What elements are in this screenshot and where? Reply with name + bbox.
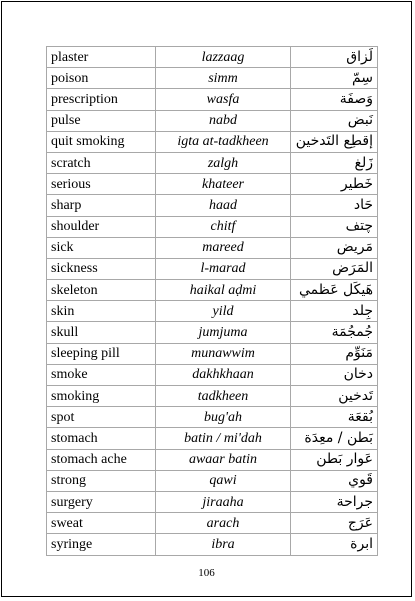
arabic-term: المَرَض bbox=[291, 258, 378, 279]
table-row bbox=[47, 364, 378, 385]
english-term: sickness bbox=[47, 258, 156, 279]
arabic-term: مَريض bbox=[291, 237, 378, 258]
arabic-term: وَصفَة bbox=[291, 89, 378, 110]
arabic-term: هَيكَل عَظمي bbox=[291, 280, 378, 301]
transliteration: awaar batin bbox=[156, 449, 291, 470]
arabic-term: بَطن / معِدَة bbox=[291, 428, 378, 449]
english-term: skull bbox=[47, 322, 156, 343]
transliteration: l-marad bbox=[156, 258, 291, 279]
english-term: sick bbox=[47, 237, 156, 258]
vocabulary-table bbox=[46, 46, 378, 556]
english-term: smoking bbox=[47, 386, 156, 407]
english-term: stomach ache bbox=[47, 449, 156, 470]
english-term: surgery bbox=[47, 491, 156, 512]
english-term: shoulder bbox=[47, 216, 156, 237]
table-row bbox=[47, 491, 378, 512]
transliteration: chitf bbox=[156, 216, 291, 237]
english-term: serious bbox=[47, 174, 156, 195]
table-row bbox=[47, 131, 378, 152]
english-term: stomach bbox=[47, 428, 156, 449]
transliteration: wasfa bbox=[156, 89, 291, 110]
table-row bbox=[47, 449, 378, 470]
table-row bbox=[47, 195, 378, 216]
table-row bbox=[47, 470, 378, 491]
table-row bbox=[47, 110, 378, 131]
transliteration: haikal aḍmi bbox=[156, 280, 291, 301]
english-term: pulse bbox=[47, 110, 156, 131]
arabic-term: چتف bbox=[291, 216, 378, 237]
arabic-term: إقطِع التَدخين bbox=[291, 131, 378, 152]
transliteration: jumjuma bbox=[156, 322, 291, 343]
arabic-term: حَاد bbox=[291, 195, 378, 216]
table-row bbox=[47, 174, 378, 195]
arabic-term: دخان bbox=[291, 364, 378, 385]
arabic-term: عَرَج bbox=[291, 513, 378, 534]
english-term: poison bbox=[47, 68, 156, 89]
arabic-term: قَوي bbox=[291, 470, 378, 491]
transliteration: arach bbox=[156, 513, 291, 534]
english-term: spot bbox=[47, 407, 156, 428]
transliteration: nabd bbox=[156, 110, 291, 131]
arabic-term: ابرة bbox=[291, 534, 378, 555]
table-row bbox=[47, 258, 378, 279]
english-term: plaster bbox=[47, 47, 156, 68]
table-row bbox=[47, 343, 378, 364]
arabic-term: نَبض bbox=[291, 110, 378, 131]
table-row bbox=[47, 152, 378, 173]
transliteration: khateer bbox=[156, 174, 291, 195]
arabic-term: جُمجُمَة bbox=[291, 322, 378, 343]
table-row bbox=[47, 68, 378, 89]
english-term: skin bbox=[47, 301, 156, 322]
arabic-term: تَدخين bbox=[291, 386, 378, 407]
transliteration: lazzaag bbox=[156, 47, 291, 68]
transliteration: igta at-tadkheen bbox=[156, 131, 291, 152]
table-row bbox=[47, 47, 378, 68]
english-term: sharp bbox=[47, 195, 156, 216]
transliteration: bug'ah bbox=[156, 407, 291, 428]
table-row bbox=[47, 534, 378, 555]
arabic-term: سِمّ bbox=[291, 68, 378, 89]
arabic-term: عَوار بَطن bbox=[291, 449, 378, 470]
transliteration: dakhkhaan bbox=[156, 364, 291, 385]
table-row bbox=[47, 407, 378, 428]
english-term: smoke bbox=[47, 364, 156, 385]
table-row bbox=[47, 301, 378, 322]
arabic-term: بُقعَة bbox=[291, 407, 378, 428]
arabic-term: مَنَوِّم bbox=[291, 343, 378, 364]
arabic-term: زَلغ bbox=[291, 152, 378, 173]
document-page bbox=[1, 1, 412, 597]
english-term: scratch bbox=[47, 152, 156, 173]
transliteration: qawi bbox=[156, 470, 291, 491]
transliteration: batin / mi'dah bbox=[156, 428, 291, 449]
table-row bbox=[47, 280, 378, 301]
transliteration: simm bbox=[156, 68, 291, 89]
english-term: sleeping pill bbox=[47, 343, 156, 364]
transliteration: munawwim bbox=[156, 343, 291, 364]
arabic-term: جِلد bbox=[291, 301, 378, 322]
transliteration: tadkheen bbox=[156, 386, 291, 407]
english-term: quit smoking bbox=[47, 131, 156, 152]
table-row bbox=[47, 237, 378, 258]
arabic-term: لَزاق bbox=[291, 47, 378, 68]
arabic-term: جراحة bbox=[291, 491, 378, 512]
table-row bbox=[47, 513, 378, 534]
transliteration: ibra bbox=[156, 534, 291, 555]
english-term: syringe bbox=[47, 534, 156, 555]
english-term: sweat bbox=[47, 513, 156, 534]
english-term: strong bbox=[47, 470, 156, 491]
table-row bbox=[47, 386, 378, 407]
table-row bbox=[47, 428, 378, 449]
transliteration: jiraaha bbox=[156, 491, 291, 512]
transliteration: zalgh bbox=[156, 152, 291, 173]
arabic-term: خَطير bbox=[291, 174, 378, 195]
table-row bbox=[47, 89, 378, 110]
vocabulary-table-body bbox=[47, 47, 378, 556]
transliteration: mareed bbox=[156, 237, 291, 258]
table-row bbox=[47, 216, 378, 237]
transliteration: haad bbox=[156, 195, 291, 216]
table-row bbox=[47, 322, 378, 343]
page-number: 106 bbox=[198, 567, 215, 579]
english-term: skeleton bbox=[47, 280, 156, 301]
transliteration: yild bbox=[156, 301, 291, 322]
english-term: prescription bbox=[47, 89, 156, 110]
